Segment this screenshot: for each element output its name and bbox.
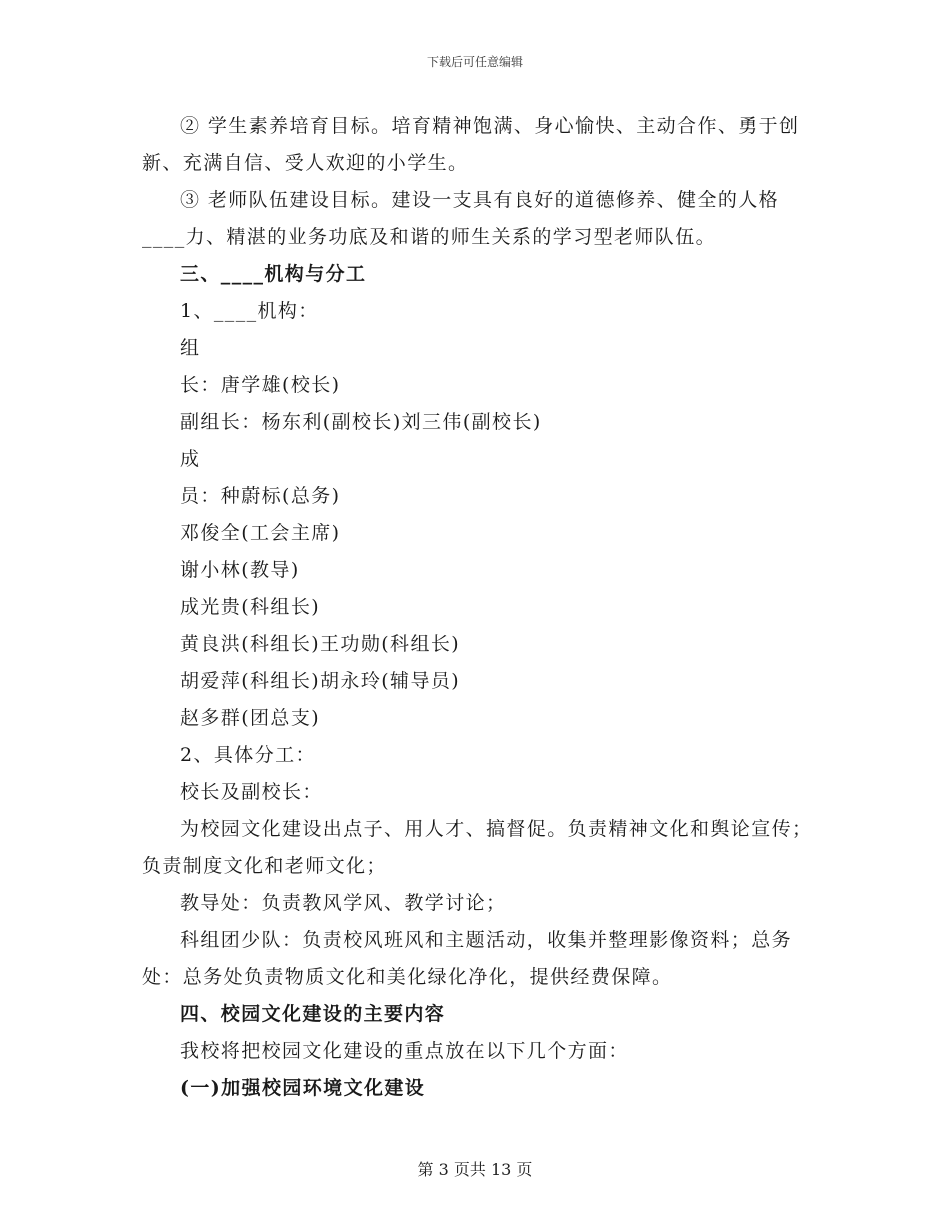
paragraph: 我校将把校园文化建设的重点放在以下几个方面： (180, 1040, 629, 1062)
paragraph: 员：种蔚标(总务) (180, 485, 341, 507)
paragraph: 教导处：负责教风学风、教学讨论； (180, 892, 507, 914)
paragraph: 2、具体分工： (180, 744, 316, 766)
section-heading: 三、____机构与分工 (180, 263, 367, 285)
paragraph: 为校园文化建设出点子、用人才、搞督促。负责精神文化和舆论宣传；负责制度文化和老师文化； (142, 818, 813, 877)
header-note: 下载后可任意编辑 (426, 55, 523, 69)
paragraph: 成 (180, 448, 201, 470)
paragraph: 谢小林(教导) (180, 559, 300, 581)
paragraph: ③ 老师队伍建设目标。建设一支具有良好的道德修养、健全的人格____力、精湛的业务功底及和谐的师生关系的学习型老师队伍。 (142, 189, 780, 248)
page-number: 第 3 页共 13 页 (417, 1160, 533, 1179)
section-heading: 四、校园文化建设的主要内容 (180, 1003, 446, 1025)
paragraph: 科组团少队：负责校风班风和主题活动，收集并整理影像资料；总务处：总务处负责物质文化和美化绿化净化，提供经费保障。 (142, 929, 793, 988)
subsection-heading: (一)加强校园环境文化建设 (180, 1077, 426, 1099)
paragraph: 校长及副校长： (180, 781, 323, 803)
paragraph: 成光贵(科组长) (180, 596, 321, 618)
paragraph: 胡爱萍(科组长)胡永玲(辅导员) (180, 670, 461, 692)
paragraph: 1、____机构： (180, 300, 319, 322)
paragraph: 赵多群(团总支) (180, 707, 321, 729)
paragraph: 长：唐学雄(校长) (180, 374, 341, 396)
document-body (142, 108, 822, 1107)
paragraph: 副组长：杨东利(副校长)刘三伟(副校长) (180, 411, 542, 433)
paragraph: 黄良洪(科组长)王功勋(科组长) (180, 633, 461, 655)
paragraph: ② 学生素养培育目标。培育精神饱满、身心愉快、主动合作、勇于创新、充满自信、受人欢迎的小学生。 (142, 115, 800, 174)
paragraph: 邓俊全(工会主席) (180, 522, 341, 544)
paragraph: 组 (180, 337, 201, 359)
